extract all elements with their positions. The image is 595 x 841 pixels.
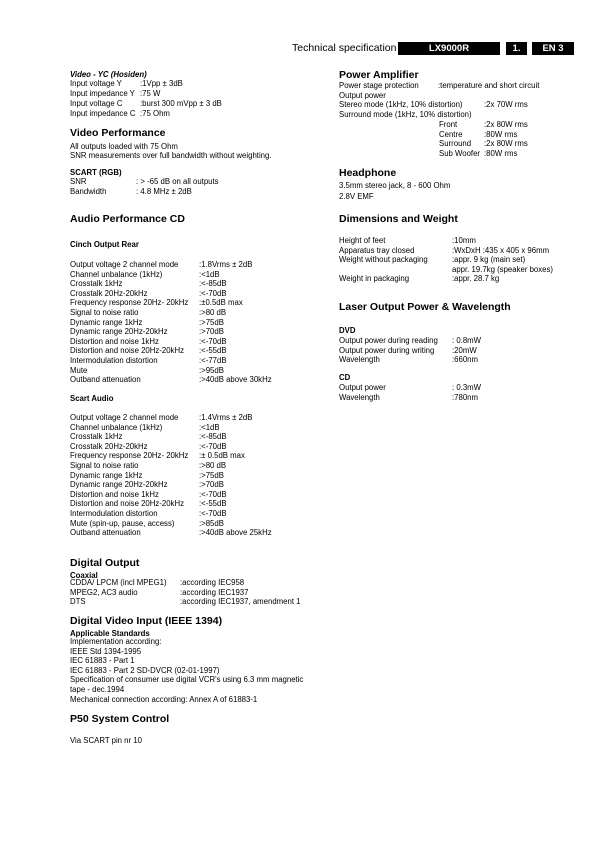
dvd-heading: DVD bbox=[339, 326, 356, 335]
cinch-row-value: :<-77dB bbox=[199, 356, 227, 365]
dimensions-row-key: Apparatus tray closed bbox=[339, 245, 415, 255]
digital-output-row-value: :according IEC958 bbox=[180, 578, 245, 587]
digital-video-line: Specification of consumer use digital VCR's using 6.3 mm magnetic bbox=[70, 675, 304, 685]
cd-heading: CD bbox=[339, 373, 351, 382]
digital-output-row-key: CDDA/ LPCM (incl MPEG1) bbox=[70, 578, 167, 587]
digital-output-row-key: MPEG2, AC3 audio bbox=[70, 587, 138, 597]
audio-performance-heading: Audio Performance CD bbox=[70, 213, 185, 225]
surround-row-key: Sub Woofer bbox=[439, 148, 481, 158]
cinch-row-key: Crosstalk 20Hz-20kHz bbox=[70, 288, 148, 298]
power-protection-value: :temperature and short circuit bbox=[438, 81, 540, 90]
cinch-row-value: :>70dB bbox=[199, 327, 224, 337]
video-yc-row-key: Input impedance C bbox=[70, 109, 136, 118]
video-yc-row-value: :75 Ohm bbox=[140, 109, 170, 118]
cinch-row-value: :1.8Vrms ± 2dB bbox=[199, 260, 253, 269]
digital-video-line: IEEE Std 1394-1995 bbox=[70, 646, 142, 656]
dimensions-row-value: :10mm bbox=[452, 236, 476, 245]
video-yc-row-value: :burst 300 mVpp ± 3 dB bbox=[140, 99, 222, 108]
dimensions-row-key: Weight without packaging bbox=[339, 255, 428, 265]
scart-audio-row-key: Frequency response 20Hz- 20kHz bbox=[70, 451, 189, 461]
scart-audio-row-key: Intermodulation distortion bbox=[70, 509, 158, 518]
scart-rgb-heading: SCART (RGB) bbox=[70, 168, 122, 177]
model-label: LX9000R bbox=[398, 42, 500, 55]
cinch-row-value: :<1dB bbox=[199, 269, 220, 279]
digital-output-row-key: DTS bbox=[70, 597, 86, 607]
scart-audio-row-value: :<-70dB bbox=[199, 489, 227, 499]
cinch-row-key: Distortion and noise 20Hz-20kHz bbox=[70, 346, 184, 356]
digital-output-row-value: :according IEC1937 bbox=[180, 587, 249, 597]
scart-audio-row-value: :>75dB bbox=[199, 470, 224, 480]
scart-rgb-row-value: : > -65 dB on all outputs bbox=[136, 177, 219, 186]
cinch-row-value: :<-70dB bbox=[199, 336, 227, 346]
dvd-row-value: :660nm bbox=[452, 355, 479, 365]
headphone-line-1: 3.5mm stereo jack, 8 - 600 Ohm bbox=[339, 181, 451, 190]
cinch-row-value: :<-85dB bbox=[199, 279, 227, 289]
video-yc-row-key: Input impedance Y bbox=[70, 89, 135, 98]
scart-audio-row-value: :>80 dB bbox=[199, 461, 227, 470]
scart-audio-row-value: :>40dB above 25kHz bbox=[199, 528, 272, 538]
headphone-heading: Headphone bbox=[339, 167, 397, 179]
dimensions-row-value: :appr. 9 kg (main set) bbox=[452, 255, 526, 265]
video-yc-heading: Video - YC (Hosiden) bbox=[70, 70, 147, 79]
applicable-standards-heading: Applicable Standards bbox=[70, 629, 150, 638]
scart-audio-row-value: :± 0.5dB max bbox=[199, 451, 245, 461]
scart-audio-row-key: Distortion and noise 20Hz-20kHz bbox=[70, 499, 184, 509]
video-yc-row-value: :75 W bbox=[140, 89, 161, 98]
cinch-row-value: :<-70dB bbox=[199, 288, 227, 298]
scart-audio-row-key: Signal to noise ratio bbox=[70, 461, 139, 470]
scart-audio-row-key: Dynamic range 20Hz-20kHz bbox=[70, 480, 168, 490]
cd-row-key: Output power bbox=[339, 383, 386, 392]
dimensions-row-value: appr. 19.7kg (speaker boxes) bbox=[452, 264, 553, 274]
cinch-output-heading: Cinch Output Rear bbox=[70, 240, 139, 249]
header-title: Technical specification bbox=[292, 42, 397, 54]
cinch-row-value: :<-55dB bbox=[199, 346, 227, 356]
cinch-row-key: Signal to noise ratio bbox=[70, 308, 139, 317]
dimensions-heading: Dimensions and Weight bbox=[339, 213, 458, 225]
scart-audio-row-value: :<1dB bbox=[199, 422, 220, 432]
dimensions-row-key: Height of feet bbox=[339, 236, 386, 245]
cinch-row-key: Dynamic range 1kHz bbox=[70, 317, 143, 327]
surround-row-value: :2x 80W rms bbox=[484, 139, 528, 149]
page-label: EN 3 bbox=[532, 42, 574, 55]
coaxial-heading: Coaxial bbox=[70, 571, 98, 580]
scart-rgb-row-value: : 4.8 MHz ± 2dB bbox=[136, 186, 192, 196]
cinch-row-key: Outband attenuation bbox=[70, 375, 141, 385]
dimensions-row-value: :WxDxH :435 x 405 x 96mm bbox=[452, 245, 550, 255]
laser-heading: Laser Output Power & Wavelength bbox=[339, 301, 511, 313]
p50-heading: P50 System Control bbox=[70, 713, 170, 725]
surround-row-value: :80W rms bbox=[484, 148, 518, 158]
scart-audio-heading: Scart Audio bbox=[70, 394, 114, 403]
stereo-mode-value: :2x 70W rms bbox=[484, 100, 528, 109]
cinch-row-key: Mute bbox=[70, 365, 88, 375]
digital-video-line: Implementation according: bbox=[70, 637, 162, 646]
scart-audio-row-key: Mute (spin-up, pause, access) bbox=[70, 518, 175, 528]
video-performance-line-1: All outputs loaded with 75 Ohm bbox=[70, 142, 178, 151]
surround-row-key: Surround bbox=[439, 139, 472, 149]
digital-video-line: tape - dec.1994 bbox=[70, 685, 125, 694]
power-amplifier-heading: Power Amplifier bbox=[339, 69, 419, 81]
digital-video-line: IEC 61883 - Part 1 bbox=[70, 656, 135, 666]
scart-rgb-row-key: SNR bbox=[70, 177, 87, 186]
cd-row-key: Wavelength bbox=[339, 392, 380, 402]
cinch-row-value: :±0.5dB max bbox=[199, 298, 243, 308]
scart-audio-row-key: Distortion and noise 1kHz bbox=[70, 489, 159, 499]
scart-audio-row-key: Channel unbalance (1kHz) bbox=[70, 422, 163, 432]
scart-audio-row-key: Crosstalk 20Hz-20kHz bbox=[70, 441, 148, 451]
video-yc-row-key: Input voltage Y bbox=[70, 79, 122, 88]
dvd-row-key: Output power during writing bbox=[339, 345, 435, 355]
scart-rgb-row-key: Bandwidth bbox=[70, 186, 107, 196]
digital-video-heading: Digital Video Input (IEEE 1394) bbox=[70, 615, 223, 627]
cinch-row-key: Distortion and noise 1kHz bbox=[70, 336, 159, 346]
scart-audio-row-key: Outband attenuation bbox=[70, 528, 141, 538]
scart-audio-row-key: Crosstalk 1kHz bbox=[70, 432, 123, 442]
scart-audio-row-value: :>85dB bbox=[199, 518, 224, 528]
surround-row-key: Centre bbox=[439, 129, 463, 139]
digital-output-row-value: :according IEC1937, amendment 1 bbox=[180, 597, 301, 607]
stereo-mode-key: Stereo mode (1kHz, 10% distortion) bbox=[339, 100, 463, 109]
surround-mode-key: Surround mode (1kHz, 10% distortion) bbox=[339, 110, 472, 119]
power-protection-key: Power stage protection bbox=[339, 81, 419, 90]
scart-audio-row-value: :<-55dB bbox=[199, 499, 227, 509]
cinch-row-key: Intermodulation distortion bbox=[70, 356, 158, 365]
dvd-row-value: :20mW bbox=[452, 345, 477, 355]
surround-row-value: :80W rms bbox=[484, 129, 518, 139]
cinch-row-key: Channel unbalance (1kHz) bbox=[70, 269, 163, 279]
scart-audio-row-value: :<-85dB bbox=[199, 432, 227, 442]
dvd-row-value: : 0.8mW bbox=[452, 336, 482, 345]
dvd-row-key: Output power during reading bbox=[339, 336, 438, 345]
video-performance-heading: Video Performance bbox=[70, 127, 166, 139]
scart-audio-row-value: :>70dB bbox=[199, 480, 224, 490]
scart-audio-row-value: :<-70dB bbox=[199, 441, 227, 451]
cinch-row-key: Output voltage 2 channel mode bbox=[70, 260, 179, 269]
chapter-label: 1. bbox=[506, 42, 527, 55]
cinch-row-value: :>80 dB bbox=[199, 308, 227, 317]
dimensions-row-value: :appr. 28.7 kg bbox=[452, 274, 500, 284]
cd-row-value: :780nm bbox=[452, 392, 479, 402]
cinch-row-value: :>40dB above 30kHz bbox=[199, 375, 272, 385]
cinch-row-key: Frequency response 20Hz- 20kHz bbox=[70, 298, 189, 308]
scart-audio-row-value: :<-70dB bbox=[199, 509, 227, 518]
cinch-row-key: Crosstalk 1kHz bbox=[70, 279, 123, 289]
p50-text: Via SCART pin nr 10 bbox=[70, 736, 142, 745]
dimensions-row-key: Weight in packaging bbox=[339, 274, 410, 284]
digital-output-heading: Digital Output bbox=[70, 557, 140, 569]
headphone-line-2: 2.8V EMF bbox=[339, 192, 374, 201]
surround-row-key: Front bbox=[439, 120, 458, 129]
cinch-row-value: :>75dB bbox=[199, 317, 224, 327]
scart-audio-row-key: Dynamic range 1kHz bbox=[70, 470, 143, 480]
cinch-row-value: :>95dB bbox=[199, 365, 224, 375]
surround-row-value: :2x 80W rms bbox=[484, 120, 528, 129]
video-performance-line-2: SNR measurements over full bandwidth without weighting. bbox=[70, 151, 272, 160]
scart-audio-row-value: :1.4Vrms ± 2dB bbox=[199, 413, 253, 422]
dvd-row-key: Wavelength bbox=[339, 355, 380, 365]
output-power-label: Output power bbox=[339, 91, 386, 100]
scart-audio-row-key: Output voltage 2 channel mode bbox=[70, 413, 179, 422]
video-yc-row-key: Input voltage C bbox=[70, 99, 123, 108]
cd-row-value: : 0.3mW bbox=[452, 383, 482, 392]
digital-video-line: Mechanical connection according: Annex A of 61883-1 bbox=[70, 694, 258, 704]
video-yc-row-value: :1Vpp ± 3dB bbox=[140, 79, 183, 88]
cinch-row-key: Dynamic range 20Hz-20kHz bbox=[70, 327, 168, 337]
digital-video-line: IEC 61883 - Part 2 SD-DVCR (02-01-1997) bbox=[70, 665, 220, 675]
